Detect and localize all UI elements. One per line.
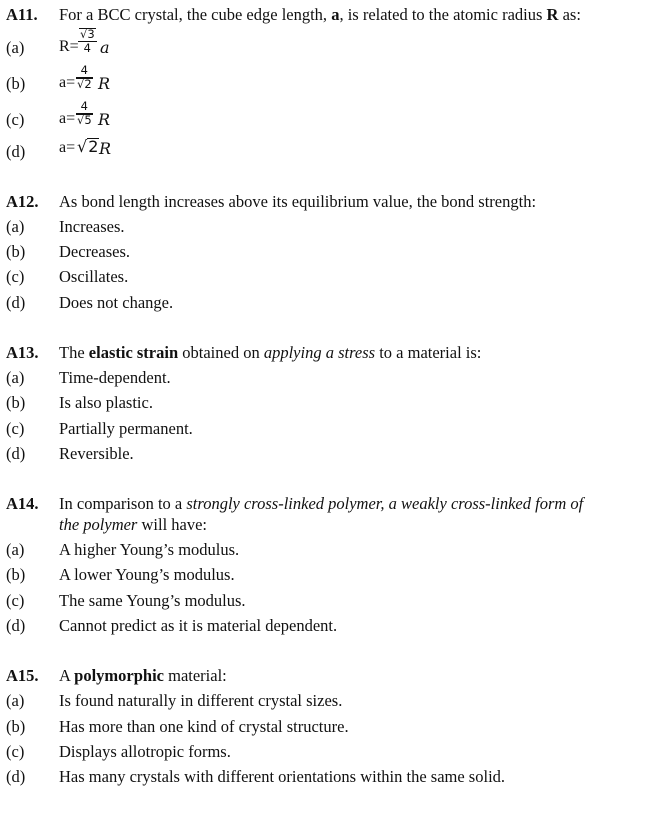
option-label: (a) [6,38,25,57]
option-a14-b [0,562,654,588]
option-a13-a [0,365,654,391]
option-label: (b) [6,717,26,736]
option-a12-d [0,290,654,316]
option-label: (b) [6,565,26,584]
option-a14-d [0,613,654,639]
option-text: The same Young’s modulus. [59,591,246,610]
question-number: A11. [6,5,38,24]
question-number: A14. [6,494,39,513]
fraction: $\frac{4}{√2}$ [77,63,92,91]
question-a15-stem [0,663,654,689]
option-text: A higher Young’s modulus. [59,540,240,559]
question-text: the polymer will have: [59,515,208,534]
option-text: Reversible. [59,444,134,463]
question-a14-stem-cont [0,512,654,538]
fraction: $\frac{4}{√5}$ [77,99,92,127]
question-text: In comparison to a strongly cross-linked polymer, a weakly cross-linked form of [59,494,584,513]
option-a13-b [0,390,654,416]
option-label: (c) [6,267,25,286]
option-label: (d) [6,142,26,161]
question-text: As bond length increases above its equilibrium value, the bond strength: [59,192,537,211]
option-text: Is found naturally in different crystal sizes. [59,691,343,710]
option-label: (c) [6,742,25,761]
option-a15-c [0,739,654,765]
option-a15-b [0,714,654,740]
option-label: (b) [6,74,26,93]
option-label: (a) [6,368,25,387]
square-root: √2 [77,137,99,156]
option-a15-d [0,764,654,790]
option-text: Does not change. [59,293,174,312]
option-text: Displays allotropic forms. [59,742,231,761]
option-label: (d) [6,293,26,312]
option-text: Time-dependent. [59,368,171,387]
option-a12-b [0,239,654,265]
option-a11-a: (a) R= $\frac{√3}{4}$ a [0,28,654,68]
option-a15-a [0,688,654,714]
question-text: For a BCC crystal, the cube edge length, a, is related to the atomic radius R as: [59,5,581,24]
option-a12-a [0,214,654,240]
option-text: Decreases. [59,242,130,261]
option-label: (c) [6,591,25,610]
option-text: Increases. [59,217,125,236]
option-label: (c) [6,419,25,438]
question-a11-stem [0,2,654,28]
fraction: $\frac{√3}{4}$ [80,27,95,55]
option-a13-d [0,441,654,467]
option-text: Is also plastic. [59,393,153,412]
question-text: A polymorphic material: [59,666,227,685]
question-text: The elastic strain obtained on applying a stress to a material is: [59,343,482,362]
option-a14-c [0,588,654,614]
option-text: Has many crystals with different orientations within the same solid. [59,767,506,786]
option-a12-c [0,264,654,290]
option-label: (a) [6,691,25,710]
option-label: (c) [6,110,25,129]
option-a11-c: (c) a= $\frac{4}{√5}$ R [0,100,654,140]
option-text: A lower Young’s modulus. [59,565,235,584]
option-a11-b: (b) a= $\frac{4}{√2}$ R [0,64,654,104]
question-a13-stem [0,340,654,366]
question-number: A15. [6,666,39,685]
option-label: (b) [6,242,26,261]
option-label: (d) [6,444,26,463]
option-a11-d: (d) a= √2 R [0,136,654,168]
option-label: (b) [6,393,26,412]
option-text: Has more than one kind of crystal structure. [59,717,349,736]
option-label: (d) [6,616,26,635]
question-number: A13. [6,343,39,362]
option-a13-c [0,416,654,442]
question-number: A12. [6,192,39,211]
option-a14-a [0,537,654,563]
option-text: Cannot predict as it is material dependent. [59,616,338,635]
option-label: (d) [6,767,26,786]
option-label: (a) [6,217,25,236]
option-text: Partially permanent. [59,419,193,438]
option-text: Oscillates. [59,267,129,286]
question-a12-stem [0,189,654,215]
option-label: (a) [6,540,25,559]
